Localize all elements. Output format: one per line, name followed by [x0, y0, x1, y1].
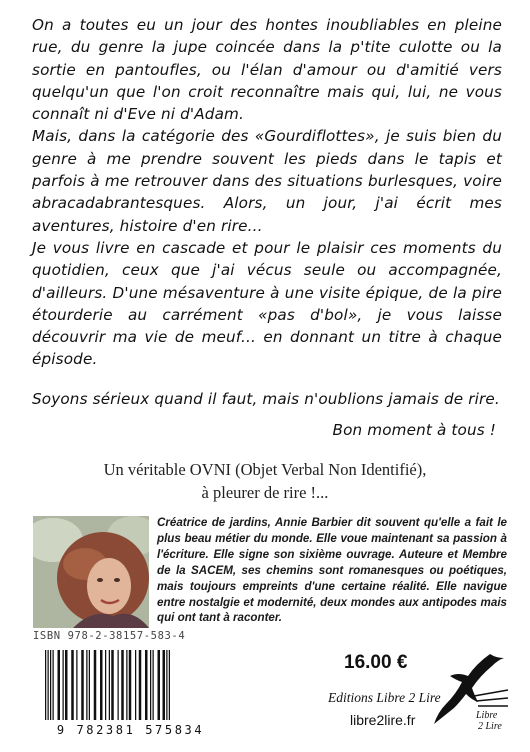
barcode-bar [100, 650, 103, 720]
author-photo [33, 516, 149, 628]
author-bio: Créatrice de jardins, Annie Barbier dit souvent qu'elle a fait le plus beau métier du monde. Elle voue maintenant sa passion à l'écriture. Elle signe son sixième ouvrage. Auteure et Membre de la SACEM, ses chemins sont romanesques ou poétiques, mais toujours empreints d'une certaine réalité. Elle navigue entre nostalgie et modernité, deux mondes aux antipodes mais qui ont tant à raconter. [157, 516, 507, 625]
barcode-bar [129, 650, 132, 720]
tagline-line-1: Un véritable OVNI (Objet Verbal Non Identifié), [103, 460, 427, 479]
barcode-bar [150, 650, 151, 720]
barcode-number: 9 782381 575834 [33, 723, 228, 737]
category-paragraph: Mais, dans la catégorie des «Gourdiflottes», je suis bien du genre à me prendre souvent les pieds dans le tapis et parfois à me retrouver dans des situations burlesques, voire abracadabrantesques. Alors, un jour, j'ai écrit mes aventures, histoire d'en rire... [32, 127, 502, 235]
publisher-logo-figure [428, 646, 510, 734]
tagline [0, 458, 530, 504]
barcode-bar [135, 650, 136, 720]
barcode-bar [89, 650, 90, 720]
barcode-bar [45, 650, 46, 720]
back-cover-text [32, 14, 502, 441]
barcode-bar [126, 650, 127, 720]
serious-paragraph: Soyons sérieux quand il faut, mais n'oublions jamais de rire. [32, 389, 500, 408]
barcode-bar [118, 650, 119, 720]
barcode-bar [53, 650, 54, 720]
signoff-text: Bon moment à tous ! [332, 421, 496, 440]
logo-text-line-1: Libre [476, 710, 498, 721]
barcode-bar [58, 650, 61, 720]
barcode-bar [109, 650, 110, 720]
barcode-bar [71, 650, 74, 720]
price: 16.00 € [344, 652, 408, 673]
isbn-text: ISBN 978-2-38157-583-4 [33, 630, 186, 642]
barcode-bar [111, 650, 114, 720]
barcode-bar [158, 650, 161, 720]
barcode-bar [81, 650, 84, 720]
publisher-website: libre2lire.fr [350, 712, 416, 728]
episodes-paragraph: Je vous livre en cascade et pour le plaisir ces moments du quotidien, ceux que j'ai vécus seule ou accompagnée, d'ailleurs. D'une mésaventure à une visite épique, de la pire étourderie au carrément «pas d'bol», je vous laisse découvrir ma vie de meuf... en donnant un titre à chaque épisode. [32, 238, 502, 369]
barcode-bar [139, 650, 142, 720]
barcode-bar [145, 650, 148, 720]
publisher-logo [428, 646, 510, 734]
intro-paragraph: On a toutes eu un jour des hontes inoubliables en pleine rue, du genre la jupe coincée dans la p'tite culotte ou la sortie en pantoufles, ou l'élan d'amour ou d'amitié vers quelqu'un que l'on croit reconnaître mais qui, lui, ne vous connaît ni d'Eve ni d'Adam. [32, 16, 502, 124]
logo-text-line-2: 2 Lire [478, 721, 502, 732]
barcode-bar [50, 650, 51, 720]
barcode-bar [105, 650, 106, 720]
barcode-bar [63, 650, 64, 720]
barcode-bar [163, 650, 166, 720]
barcode-bar [86, 650, 87, 720]
tagline-line-2: à pleurer de rire !... [201, 483, 329, 502]
author-portrait-illustration [33, 516, 149, 628]
barcode-bar [48, 650, 49, 720]
barcode-bar [94, 650, 97, 720]
publisher-name: Editions Libre 2 Lire [328, 690, 441, 705]
barcode-bar [65, 650, 68, 720]
barcode-bar [166, 650, 167, 720]
barcode-bar [153, 650, 154, 720]
barcode-bar [76, 650, 77, 720]
barcode-bar [121, 650, 124, 720]
barcode-bar [169, 650, 170, 720]
